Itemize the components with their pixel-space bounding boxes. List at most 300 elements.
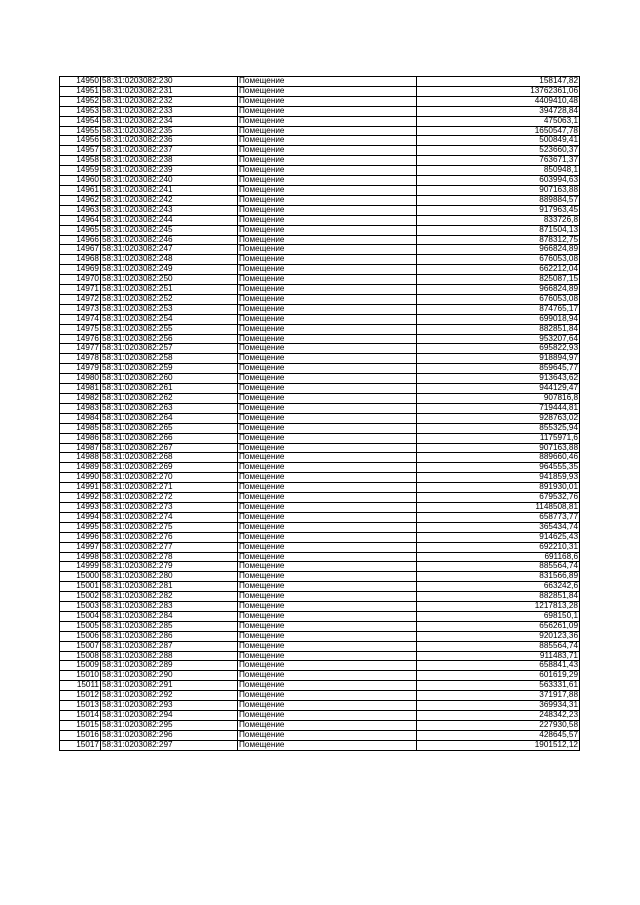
cadastral-value-cell: 913643,62 (417, 374, 580, 384)
object-type-cell: Помещение (238, 235, 417, 245)
cadastral-number-cell: 58:31:0203082:290 (101, 671, 238, 681)
table-row (60, 473, 580, 483)
object-type-cell: Помещение (238, 443, 417, 453)
cadastral-value-cell: 365434,74 (417, 522, 580, 532)
table-row (60, 493, 580, 503)
table-row (60, 255, 580, 265)
row-number-cell: 14972 (60, 294, 101, 304)
cadastral-value-cell: 369934,31 (417, 701, 580, 711)
cadastral-value-cell: 882851,84 (417, 592, 580, 602)
table-row (60, 651, 580, 661)
row-number-cell: 15012 (60, 691, 101, 701)
object-type-cell: Помещение (238, 532, 417, 542)
cadastral-number-cell: 58:31:0203082:273 (101, 502, 238, 512)
row-number-cell: 14973 (60, 304, 101, 314)
table-row (60, 661, 580, 671)
cadastral-number-cell: 58:31:0203082:240 (101, 176, 238, 186)
row-number-cell: 14960 (60, 176, 101, 186)
table-row (60, 730, 580, 740)
row-number-cell: 14991 (60, 483, 101, 493)
object-type-cell: Помещение (238, 166, 417, 176)
row-number-cell: 15006 (60, 631, 101, 641)
cadastral-number-cell: 58:31:0203082:255 (101, 324, 238, 334)
table-row (60, 701, 580, 711)
cadastral-value-cell: 603994,63 (417, 176, 580, 186)
row-number-cell: 14965 (60, 225, 101, 235)
object-type-cell: Помещение (238, 512, 417, 522)
object-type-cell: Помещение (238, 314, 417, 324)
row-number-cell: 15010 (60, 671, 101, 681)
cadastral-value-cell: 1217813,28 (417, 602, 580, 612)
cadastral-number-cell: 58:31:0203082:253 (101, 304, 238, 314)
row-number-cell: 15011 (60, 681, 101, 691)
row-number-cell: 14958 (60, 156, 101, 166)
table-row (60, 602, 580, 612)
object-type-cell: Помещение (238, 671, 417, 681)
object-type-cell: Помещение (238, 493, 417, 503)
cadastral-value-cell: 13762361,06 (417, 86, 580, 96)
row-number-cell: 14969 (60, 265, 101, 275)
row-number-cell: 14955 (60, 126, 101, 136)
row-number-cell: 15017 (60, 740, 101, 750)
cadastral-value-cell: 941859,93 (417, 473, 580, 483)
table-row (60, 502, 580, 512)
row-number-cell: 14979 (60, 364, 101, 374)
cadastral-number-cell: 58:31:0203082:261 (101, 384, 238, 394)
cadastral-value-cell: 1650547,78 (417, 126, 580, 136)
object-type-cell: Помещение (238, 344, 417, 354)
cadastral-value-cell: 889884,57 (417, 195, 580, 205)
cadastral-number-cell: 58:31:0203082:235 (101, 126, 238, 136)
table-row (60, 552, 580, 562)
table-row (60, 582, 580, 592)
cadastral-number-cell: 58:31:0203082:285 (101, 621, 238, 631)
table-row (60, 740, 580, 750)
row-number-cell: 14970 (60, 275, 101, 285)
table-row (60, 611, 580, 621)
object-type-cell: Помещение (238, 176, 417, 186)
table-row (60, 156, 580, 166)
cadastral-value-cell: 428645,57 (417, 730, 580, 740)
row-number-cell: 14982 (60, 394, 101, 404)
cadastral-value-cell: 966824,89 (417, 285, 580, 295)
cadastral-value-cell: 953207,64 (417, 334, 580, 344)
table-row (60, 146, 580, 156)
cadastral-number-cell: 58:31:0203082:276 (101, 532, 238, 542)
cadastral-number-cell: 58:31:0203082:256 (101, 334, 238, 344)
cadastral-number-cell: 58:31:0203082:270 (101, 473, 238, 483)
row-number-cell: 15001 (60, 582, 101, 592)
cadastral-value-cell: 663242,6 (417, 582, 580, 592)
table-row (60, 453, 580, 463)
object-type-cell: Помещение (238, 502, 417, 512)
table-row (60, 77, 580, 87)
object-type-cell: Помещение (238, 294, 417, 304)
cadastral-number-cell: 58:31:0203082:281 (101, 582, 238, 592)
object-type-cell: Помещение (238, 562, 417, 572)
table-row (60, 374, 580, 384)
cadastral-number-cell: 58:31:0203082:238 (101, 156, 238, 166)
cadastral-number-cell: 58:31:0203082:239 (101, 166, 238, 176)
object-type-cell: Помещение (238, 552, 417, 562)
cadastral-number-cell: 58:31:0203082:251 (101, 285, 238, 295)
cadastral-number-cell: 58:31:0203082:259 (101, 364, 238, 374)
table-row (60, 711, 580, 721)
table-row (60, 176, 580, 186)
table-row (60, 324, 580, 334)
cadastral-value-cell: 394728,84 (417, 106, 580, 116)
cadastral-number-cell: 58:31:0203082:258 (101, 354, 238, 364)
cadastral-value-cell: 850948,1 (417, 166, 580, 176)
cadastral-number-cell: 58:31:0203082:248 (101, 255, 238, 265)
cadastral-value-cell: 966824,89 (417, 245, 580, 255)
cadastral-value-cell: 891930,01 (417, 483, 580, 493)
row-number-cell: 14985 (60, 423, 101, 433)
cadastral-value-cell: 248342,23 (417, 711, 580, 721)
table-row (60, 364, 580, 374)
cadastral-value-cell: 4409410,48 (417, 96, 580, 106)
row-number-cell: 14993 (60, 502, 101, 512)
object-type-cell: Помещение (238, 374, 417, 384)
object-type-cell: Помещение (238, 631, 417, 641)
row-number-cell: 15013 (60, 701, 101, 711)
cadastral-number-cell: 58:31:0203082:250 (101, 275, 238, 285)
cadastral-number-cell: 58:31:0203082:265 (101, 423, 238, 433)
row-number-cell: 15000 (60, 572, 101, 582)
object-type-cell: Помещение (238, 711, 417, 721)
cadastral-number-cell: 58:31:0203082:272 (101, 493, 238, 503)
property-table (59, 76, 580, 751)
table-row (60, 195, 580, 205)
cadastral-number-cell: 58:31:0203082:267 (101, 443, 238, 453)
cadastral-number-cell: 58:31:0203082:244 (101, 215, 238, 225)
cadastral-number-cell: 58:31:0203082:295 (101, 720, 238, 730)
table-row (60, 403, 580, 413)
object-type-cell: Помещение (238, 77, 417, 87)
cadastral-number-cell: 58:31:0203082:283 (101, 602, 238, 612)
cadastral-number-cell: 58:31:0203082:292 (101, 691, 238, 701)
cadastral-number-cell: 58:31:0203082:284 (101, 611, 238, 621)
object-type-cell: Помещение (238, 661, 417, 671)
cadastral-value-cell: 920123,36 (417, 631, 580, 641)
table-row (60, 354, 580, 364)
cadastral-value-cell: 563331,61 (417, 681, 580, 691)
cadastral-number-cell: 58:31:0203082:254 (101, 314, 238, 324)
cadastral-value-cell: 1901512,12 (417, 740, 580, 750)
table-row (60, 384, 580, 394)
table-row (60, 572, 580, 582)
object-type-cell: Помещение (238, 116, 417, 126)
object-type-cell: Помещение (238, 681, 417, 691)
object-type-cell: Помещение (238, 304, 417, 314)
object-type-cell: Помещение (238, 265, 417, 275)
object-type-cell: Помещение (238, 730, 417, 740)
table-row (60, 671, 580, 681)
cadastral-value-cell: 158147,82 (417, 77, 580, 87)
table-row (60, 166, 580, 176)
cadastral-value-cell: 833726,8 (417, 215, 580, 225)
cadastral-value-cell: 691168,6 (417, 552, 580, 562)
cadastral-value-cell: 831566,89 (417, 572, 580, 582)
table-row (60, 285, 580, 295)
row-number-cell: 15015 (60, 720, 101, 730)
row-number-cell: 15008 (60, 651, 101, 661)
cadastral-number-cell: 58:31:0203082:291 (101, 681, 238, 691)
row-number-cell: 14957 (60, 146, 101, 156)
cadastral-value-cell: 882851,84 (417, 324, 580, 334)
row-number-cell: 14990 (60, 473, 101, 483)
cadastral-value-cell: 227930,58 (417, 720, 580, 730)
row-number-cell: 14987 (60, 443, 101, 453)
object-type-cell: Помещение (238, 146, 417, 156)
cadastral-value-cell: 523660,37 (417, 146, 580, 156)
object-type-cell: Помещение (238, 86, 417, 96)
cadastral-number-cell: 58:31:0203082:294 (101, 711, 238, 721)
cadastral-number-cell: 58:31:0203082:247 (101, 245, 238, 255)
property-table-body (60, 77, 580, 751)
cadastral-value-cell: 719444,81 (417, 403, 580, 413)
cadastral-value-cell: 1175971,6 (417, 433, 580, 443)
object-type-cell: Помещение (238, 602, 417, 612)
cadastral-value-cell: 874765,17 (417, 304, 580, 314)
cadastral-number-cell: 58:31:0203082:293 (101, 701, 238, 711)
row-number-cell: 14959 (60, 166, 101, 176)
cadastral-value-cell: 911483,71 (417, 651, 580, 661)
row-number-cell: 14963 (60, 205, 101, 215)
table-row (60, 106, 580, 116)
cadastral-number-cell: 58:31:0203082:264 (101, 413, 238, 423)
cadastral-value-cell: 885564,74 (417, 641, 580, 651)
cadastral-number-cell: 58:31:0203082:288 (101, 651, 238, 661)
cadastral-value-cell: 918894,97 (417, 354, 580, 364)
cadastral-number-cell: 58:31:0203082:230 (101, 77, 238, 87)
row-number-cell: 14976 (60, 334, 101, 344)
row-number-cell: 14974 (60, 314, 101, 324)
cadastral-number-cell: 58:31:0203082:277 (101, 542, 238, 552)
row-number-cell: 14999 (60, 562, 101, 572)
object-type-cell: Помещение (238, 473, 417, 483)
row-number-cell: 14996 (60, 532, 101, 542)
cadastral-number-cell: 58:31:0203082:262 (101, 394, 238, 404)
table-row (60, 225, 580, 235)
row-number-cell: 15016 (60, 730, 101, 740)
table-row (60, 314, 580, 324)
cadastral-value-cell: 914625,43 (417, 532, 580, 542)
cadastral-value-cell: 917963,45 (417, 205, 580, 215)
cadastral-number-cell: 58:31:0203082:286 (101, 631, 238, 641)
table-row (60, 205, 580, 215)
object-type-cell: Помещение (238, 423, 417, 433)
object-type-cell: Помещение (238, 522, 417, 532)
table-row (60, 631, 580, 641)
row-number-cell: 15009 (60, 661, 101, 671)
cadastral-number-cell: 58:31:0203082:237 (101, 146, 238, 156)
object-type-cell: Помещение (238, 225, 417, 235)
cadastral-value-cell: 662212,04 (417, 265, 580, 275)
table-row (60, 562, 580, 572)
cadastral-value-cell: 885564,74 (417, 562, 580, 572)
object-type-cell: Помещение (238, 691, 417, 701)
object-type-cell: Помещение (238, 136, 417, 146)
table-row (60, 592, 580, 602)
row-number-cell: 14992 (60, 493, 101, 503)
table-row (60, 621, 580, 631)
object-type-cell: Помещение (238, 195, 417, 205)
object-type-cell: Помещение (238, 185, 417, 195)
cadastral-value-cell: 907163,88 (417, 185, 580, 195)
row-number-cell: 14980 (60, 374, 101, 384)
cadastral-value-cell: 763671,37 (417, 156, 580, 166)
object-type-cell: Помещение (238, 621, 417, 631)
table-row (60, 522, 580, 532)
object-type-cell: Помещение (238, 641, 417, 651)
cadastral-number-cell: 58:31:0203082:241 (101, 185, 238, 195)
object-type-cell: Помещение (238, 403, 417, 413)
cadastral-value-cell: 658841,43 (417, 661, 580, 671)
table-row (60, 443, 580, 453)
object-type-cell: Помещение (238, 701, 417, 711)
table-row (60, 463, 580, 473)
cadastral-number-cell: 58:31:0203082:260 (101, 374, 238, 384)
table-row (60, 275, 580, 285)
cadastral-number-cell: 58:31:0203082:231 (101, 86, 238, 96)
cadastral-number-cell: 58:31:0203082:297 (101, 740, 238, 750)
row-number-cell: 14997 (60, 542, 101, 552)
table-row (60, 86, 580, 96)
cadastral-value-cell: 698150,1 (417, 611, 580, 621)
cadastral-number-cell: 58:31:0203082:243 (101, 205, 238, 215)
row-number-cell: 14981 (60, 384, 101, 394)
cadastral-value-cell: 676053,08 (417, 294, 580, 304)
object-type-cell: Помещение (238, 255, 417, 265)
row-number-cell: 15004 (60, 611, 101, 621)
cadastral-number-cell: 58:31:0203082:274 (101, 512, 238, 522)
object-type-cell: Помещение (238, 205, 417, 215)
object-type-cell: Помещение (238, 354, 417, 364)
table-row (60, 304, 580, 314)
object-type-cell: Помещение (238, 334, 417, 344)
cadastral-number-cell: 58:31:0203082:252 (101, 294, 238, 304)
cadastral-number-cell: 58:31:0203082:268 (101, 453, 238, 463)
object-type-cell: Помещение (238, 651, 417, 661)
object-type-cell: Помещение (238, 572, 417, 582)
row-number-cell: 15007 (60, 641, 101, 651)
row-number-cell: 15005 (60, 621, 101, 631)
cadastral-number-cell: 58:31:0203082:275 (101, 522, 238, 532)
cadastral-value-cell: 825087,15 (417, 275, 580, 285)
row-number-cell: 14954 (60, 116, 101, 126)
table-row (60, 96, 580, 106)
object-type-cell: Помещение (238, 285, 417, 295)
table-row (60, 512, 580, 522)
cadastral-value-cell: 475063,1 (417, 116, 580, 126)
row-number-cell: 14988 (60, 453, 101, 463)
object-type-cell: Помещение (238, 394, 417, 404)
row-number-cell: 15003 (60, 602, 101, 612)
object-type-cell: Помещение (238, 582, 417, 592)
row-number-cell: 14983 (60, 403, 101, 413)
table-row (60, 691, 580, 701)
row-number-cell: 14950 (60, 77, 101, 87)
object-type-cell: Помещение (238, 433, 417, 443)
cadastral-value-cell: 944129,47 (417, 384, 580, 394)
row-number-cell: 14962 (60, 195, 101, 205)
cadastral-number-cell: 58:31:0203082:282 (101, 592, 238, 602)
cadastral-number-cell: 58:31:0203082:289 (101, 661, 238, 671)
table-row (60, 265, 580, 275)
cadastral-value-cell: 964555,35 (417, 463, 580, 473)
row-number-cell: 14977 (60, 344, 101, 354)
table-row (60, 542, 580, 552)
object-type-cell: Помещение (238, 453, 417, 463)
object-type-cell: Помещение (238, 740, 417, 750)
cadastral-value-cell: 907163,88 (417, 443, 580, 453)
cadastral-value-cell: 695822,93 (417, 344, 580, 354)
object-type-cell: Помещение (238, 324, 417, 334)
row-number-cell: 14989 (60, 463, 101, 473)
cadastral-number-cell: 58:31:0203082:242 (101, 195, 238, 205)
cadastral-value-cell: 878312,75 (417, 235, 580, 245)
row-number-cell: 14968 (60, 255, 101, 265)
table-row (60, 185, 580, 195)
object-type-cell: Помещение (238, 275, 417, 285)
cadastral-value-cell: 928763,02 (417, 413, 580, 423)
row-number-cell: 14953 (60, 106, 101, 116)
cadastral-number-cell: 58:31:0203082:271 (101, 483, 238, 493)
row-number-cell: 14951 (60, 86, 101, 96)
table-row (60, 423, 580, 433)
table-row (60, 681, 580, 691)
cadastral-value-cell: 1148508,81 (417, 502, 580, 512)
cadastral-value-cell: 699018,94 (417, 314, 580, 324)
cadastral-value-cell: 601619,29 (417, 671, 580, 681)
table-row (60, 641, 580, 651)
cadastral-value-cell: 889660,46 (417, 453, 580, 463)
object-type-cell: Помещение (238, 106, 417, 116)
cadastral-number-cell: 58:31:0203082:280 (101, 572, 238, 582)
row-number-cell: 14961 (60, 185, 101, 195)
row-number-cell: 14952 (60, 96, 101, 106)
cadastral-number-cell: 58:31:0203082:296 (101, 730, 238, 740)
cadastral-number-cell: 58:31:0203082:279 (101, 562, 238, 572)
row-number-cell: 14964 (60, 215, 101, 225)
cadastral-number-cell: 58:31:0203082:245 (101, 225, 238, 235)
table-row (60, 720, 580, 730)
cadastral-value-cell: 859645,77 (417, 364, 580, 374)
object-type-cell: Помещение (238, 611, 417, 621)
object-type-cell: Помещение (238, 364, 417, 374)
cadastral-number-cell: 58:31:0203082:287 (101, 641, 238, 651)
row-number-cell: 14966 (60, 235, 101, 245)
object-type-cell: Помещение (238, 215, 417, 225)
object-type-cell: Помещение (238, 483, 417, 493)
cadastral-number-cell: 58:31:0203082:236 (101, 136, 238, 146)
object-type-cell: Помещение (238, 542, 417, 552)
object-type-cell: Помещение (238, 126, 417, 136)
row-number-cell: 14994 (60, 512, 101, 522)
table-row (60, 136, 580, 146)
table-row (60, 235, 580, 245)
row-number-cell: 14975 (60, 324, 101, 334)
cadastral-number-cell: 58:31:0203082:233 (101, 106, 238, 116)
table-row (60, 126, 580, 136)
row-number-cell: 14971 (60, 285, 101, 295)
table-row (60, 483, 580, 493)
table-row (60, 394, 580, 404)
cadastral-value-cell: 855325,94 (417, 423, 580, 433)
cadastral-number-cell: 58:31:0203082:263 (101, 403, 238, 413)
object-type-cell: Помещение (238, 720, 417, 730)
